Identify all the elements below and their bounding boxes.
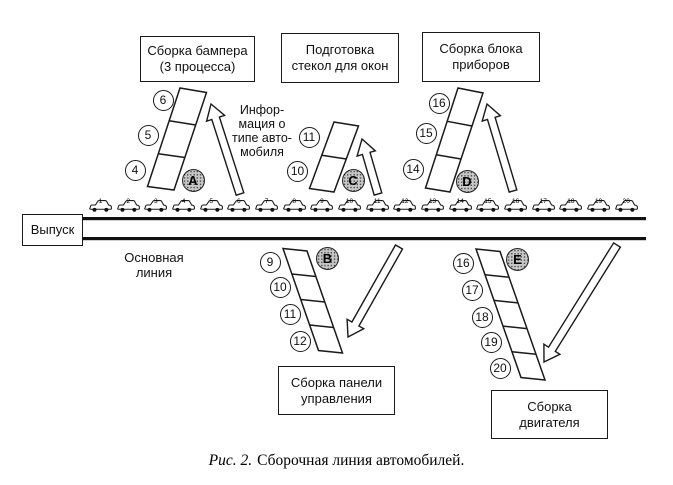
process-box-engine-line1: Сборка xyxy=(527,398,572,414)
step-circle-c2: 10 xyxy=(287,161,308,182)
car-icon-17 xyxy=(531,197,556,213)
station-badge-c: C xyxy=(342,169,365,192)
car-number: 10 xyxy=(345,198,354,205)
station-badge-d: D xyxy=(456,170,479,193)
station-badge-e: E xyxy=(506,248,529,271)
car-icon-12 xyxy=(392,197,417,213)
step-circle-a3: 4 xyxy=(125,160,146,181)
station-badge-b: B xyxy=(316,247,339,270)
car-row xyxy=(88,197,639,213)
car-icon-14 xyxy=(448,197,473,213)
step-circle-a1: 6 xyxy=(153,90,174,111)
car-number: 19 xyxy=(594,198,603,205)
process-box-panel-line1: Сборка панели xyxy=(290,374,383,390)
car-icon-1 xyxy=(88,197,113,213)
car-icon-15 xyxy=(475,197,500,213)
car-icon-16 xyxy=(503,197,528,213)
car-number: 2 xyxy=(126,198,130,205)
process-box-engine-line2: двигателя xyxy=(519,414,580,430)
main-line-label xyxy=(114,251,194,280)
main-line-top xyxy=(83,217,646,220)
car-number: 13 xyxy=(428,198,437,205)
car-number: 6 xyxy=(237,198,241,205)
step-circle-d2: 15 xyxy=(416,123,437,144)
process-box-bumper-line1: Сборка бампера xyxy=(147,43,248,59)
car-number: 9 xyxy=(320,198,324,205)
car-icon-4 xyxy=(171,197,196,213)
car-number: 15 xyxy=(484,198,492,205)
car-number: 16 xyxy=(511,198,520,205)
car-icon-13 xyxy=(420,197,445,213)
car-number: 12 xyxy=(401,198,409,205)
main-line-bottom xyxy=(83,237,646,240)
process-box-instruments-line2: приборов xyxy=(452,57,510,72)
car-number: 8 xyxy=(292,198,297,205)
process-box-instruments xyxy=(422,32,540,82)
step-circle-b3: 11 xyxy=(280,304,301,325)
process-box-panel xyxy=(278,366,395,415)
main-line-label-line2: линия xyxy=(135,264,173,280)
figure-caption xyxy=(0,452,673,470)
car-icon-20 xyxy=(614,197,639,213)
step-circle-e2: 17 xyxy=(462,280,483,301)
car-icon-8 xyxy=(282,197,307,213)
car-number: 5 xyxy=(209,198,213,205)
step-circle-c1: 11 xyxy=(299,127,320,148)
output-label: Выпуск xyxy=(30,222,75,238)
car-icon-3 xyxy=(143,197,168,213)
car-number: 11 xyxy=(373,198,381,205)
car-number: 17 xyxy=(539,198,547,205)
car-icon-10 xyxy=(337,197,362,213)
info-arrow-d xyxy=(482,104,517,192)
station-badge-a: A xyxy=(182,169,205,192)
car-icon-6 xyxy=(226,197,251,213)
step-circle-b1: 9 xyxy=(260,252,281,273)
step-circle-a2: 5 xyxy=(138,125,159,146)
step-circle-b4: 12 xyxy=(290,331,311,352)
process-box-glass-line2: стекол для окон xyxy=(291,58,389,73)
step-circle-d3: 14 xyxy=(403,159,424,180)
car-number: 14 xyxy=(456,198,464,205)
figure-caption-number: Рис. 2. xyxy=(208,452,253,469)
output-box xyxy=(22,214,83,246)
figure-caption-title: Сборочная линия автомобилей. xyxy=(257,452,465,469)
step-circle-b2: 10 xyxy=(270,277,291,298)
info-note-line1: Инфор- xyxy=(239,103,285,117)
info-arrow-b xyxy=(347,245,402,337)
main-line-label-line1: Основная xyxy=(124,250,184,265)
car-icon-19 xyxy=(586,197,611,213)
process-box-engine xyxy=(491,390,608,439)
car-icon-9 xyxy=(309,197,334,213)
car-number: 4 xyxy=(181,198,186,205)
car-icon-11 xyxy=(365,197,390,213)
car-icon-5 xyxy=(199,197,224,213)
process-box-instruments-line1: Сборка блока xyxy=(439,41,523,57)
car-number: 20 xyxy=(622,198,630,205)
car-icon-18 xyxy=(558,197,583,213)
process-box-bumper-line2: (3 процесса) xyxy=(159,59,236,74)
process-box-glass xyxy=(281,33,399,83)
car-number: 7 xyxy=(264,198,269,205)
process-box-panel-line2: управления xyxy=(301,390,372,406)
step-circle-e4: 19 xyxy=(481,332,502,353)
info-note-line3: типе авто- xyxy=(232,131,292,146)
step-circle-e1: 16 xyxy=(453,253,474,274)
car-icon-2 xyxy=(116,197,141,213)
info-note-line4: мобиля xyxy=(240,145,284,160)
car-icon-7 xyxy=(254,197,279,213)
car-number: 1 xyxy=(98,198,103,205)
process-box-glass-line1: Подготовка xyxy=(305,42,375,58)
step-circle-e3: 18 xyxy=(472,307,493,328)
car-number: 3 xyxy=(154,198,158,205)
step-circle-d1: 16 xyxy=(429,93,450,114)
car-number: 18 xyxy=(567,198,575,205)
step-circle-e5: 20 xyxy=(490,358,511,379)
info-note-line2: мация о xyxy=(238,117,286,132)
info-arrow-e xyxy=(544,243,621,362)
process-box-bumper xyxy=(140,36,255,82)
info-note xyxy=(212,103,312,160)
